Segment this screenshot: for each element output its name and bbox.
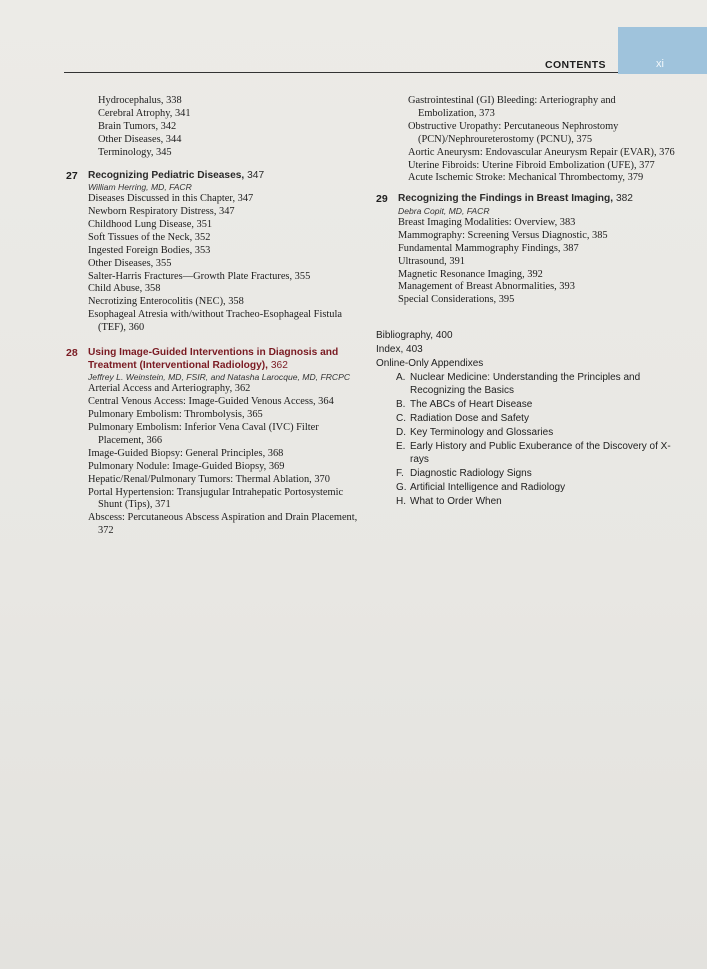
chapter-title[interactable]: Using Image-Guided Interventions in Diagnosis and Treatment (Interventional Radiology), 362 xyxy=(88,347,339,371)
toc-entry[interactable]: Diseases Discussed in this Chapter, 347 xyxy=(88,193,254,205)
toc-entry[interactable]: Fundamental Mammography Findings, 387 xyxy=(398,242,579,254)
toc-entry[interactable]: Other Diseases, 344 xyxy=(98,133,182,145)
toc-entry[interactable]: Uterine Fibroids: Uterine Fibroid Embolization (UFE), 377 xyxy=(408,159,655,171)
toc-entry[interactable]: Hepatic/Renal/Pulmonary Tumors: Thermal Ablation, 370 xyxy=(88,473,330,485)
toc-entry[interactable]: Cerebral Atrophy, 341 xyxy=(98,107,191,119)
appendix-entry[interactable]: G. Artificial Intelligence and Radiology xyxy=(396,482,566,494)
right-column xyxy=(376,95,676,509)
toc-entry[interactable]: Soft Tissues of the Neck, 352 xyxy=(88,231,211,243)
toc-entry[interactable]: Ultrasound, 391 xyxy=(398,255,465,267)
toc-entry[interactable]: Pulmonary Nodule: Image-Guided Biopsy, 369 xyxy=(88,460,285,472)
toc-entry[interactable]: Pulmonary Embolism: Inferior Vena Caval (IVC) Filter Placement, 366 xyxy=(88,422,319,446)
toc-entry[interactable]: Other Diseases, 355 xyxy=(88,257,172,269)
toc-entry[interactable]: Special Considerations, 395 xyxy=(398,294,515,306)
back-matter xyxy=(376,329,676,508)
toc-entry[interactable]: Esophageal Atresia with/without Tracheo-Esophageal Fistula (TEF), 360 xyxy=(88,309,342,334)
toc-entry[interactable]: Salter-Harris Fractures—Growth Plate Fractures, 355 xyxy=(88,270,311,282)
toc-entry[interactable]: Childhood Lung Disease, 351 xyxy=(88,218,213,230)
toc-entry[interactable]: Newborn Respiratory Distress, 347 xyxy=(88,206,235,218)
appendix-entry[interactable]: H. What to Order When xyxy=(396,495,502,507)
running-header: CONTENTS xyxy=(545,59,606,71)
chapter-author: Debra Copit, MD, FACR xyxy=(398,205,490,216)
toc-entry[interactable]: Image-Guided Biopsy: General Principles, 368 xyxy=(88,447,284,459)
toc-entry[interactable]: Central Venous Access: Image-Guided Venous Access, 364 xyxy=(88,396,334,408)
appendix-entry[interactable]: C. Radiation Dose and Safety xyxy=(396,413,529,425)
toc-entry[interactable]: Ingested Foreign Bodies, 353 xyxy=(88,244,211,256)
appendix-entry[interactable]: B. The ABCs of Heart Disease xyxy=(396,399,533,411)
left-column xyxy=(66,95,366,538)
toc-entry[interactable]: Necrotizing Enterocolitis (NEC), 358 xyxy=(88,296,244,308)
bibliography-entry[interactable]: Bibliography, 400 xyxy=(376,330,453,342)
chapter-author: William Herring, MD, FACR xyxy=(88,182,192,193)
chapter-27 xyxy=(66,170,366,336)
chapter-29 xyxy=(376,193,676,307)
toc-entry[interactable]: Child Abuse, 358 xyxy=(88,283,161,295)
chapter-number: 28 xyxy=(66,347,78,360)
toc-entry[interactable]: Hydrocephalus, 338 xyxy=(98,95,182,106)
chapter-title[interactable]: Recognizing the Findings in Breast Imaging, 382 xyxy=(398,193,633,205)
toc-entry[interactable]: Aortic Aneurysm: Endovascular Aneurysm Repair (EVAR), 376 xyxy=(408,146,675,158)
appendix-entry[interactable]: F. Diagnostic Radiology Signs xyxy=(396,468,532,480)
chapter-28 xyxy=(66,347,366,538)
header-rule xyxy=(64,72,618,73)
toc-entry[interactable]: Breast Imaging Modalities: Overview, 383 xyxy=(398,216,576,228)
toc-entry[interactable]: Gastrointestinal (GI) Bleeding: Arteriography and Embolization, 373 xyxy=(408,95,616,119)
index-entry[interactable]: Index, 403 xyxy=(376,344,423,356)
appendix-entry[interactable]: A. Nuclear Medicine: Understanding the Principles and Recognizing the Basics xyxy=(396,371,641,397)
toc-entry[interactable]: Terminology, 345 xyxy=(98,146,172,158)
chapter-author: Jeffrey L. Weinstein, MD, FSIR, and Natasha Larocque, MD, FRCPC xyxy=(88,372,351,383)
appendix-entry[interactable]: E. Early History and Public Exuberance of the Discovery of X-rays xyxy=(396,440,671,466)
ch26-continued-list xyxy=(66,95,366,160)
chapter-title[interactable]: Recognizing Pediatric Diseases, 347 xyxy=(88,169,265,181)
toc-entry[interactable]: Abscess: Percutaneous Abscess Aspiration and Drain Placement, 372 xyxy=(88,512,358,537)
toc-entry[interactable]: Obstructive Uropathy: Percutaneous Nephrostomy (PCN)/Nephroureterostomy (PCNU), 375 xyxy=(408,120,619,145)
toc-entry[interactable]: Acute Ischemic Stroke: Mechanical Thrombectomy, 379 xyxy=(408,172,644,184)
toc-entry[interactable]: Pulmonary Embolism: Thrombolysis, 365 xyxy=(88,409,263,421)
toc-entry[interactable]: Arterial Access and Arteriography, 362 xyxy=(88,383,251,395)
toc-entry[interactable]: Brain Tumors, 342 xyxy=(98,120,177,132)
ch28-continued-list xyxy=(376,95,676,185)
appendix-entry[interactable]: D. Key Terminology and Glossaries xyxy=(396,426,554,438)
chapter-number: 27 xyxy=(66,169,78,182)
toc-entry[interactable]: Magnetic Resonance Imaging, 392 xyxy=(398,268,543,280)
toc-entry[interactable]: Mammography: Screening Versus Diagnostic, 385 xyxy=(398,229,608,241)
appendix-list xyxy=(376,371,676,509)
toc-entry[interactable]: Portal Hypertension: Transjugular Intrahepatic Portosystemic Shunt (Tips), 371 xyxy=(88,486,344,511)
toc-entry[interactable]: Management of Breast Abnormalities, 393 xyxy=(398,281,575,293)
online-appendixes-heading: Online-Only Appendixes xyxy=(376,357,484,369)
page-number: xi xyxy=(656,58,664,70)
chapter-number: 29 xyxy=(376,193,388,206)
